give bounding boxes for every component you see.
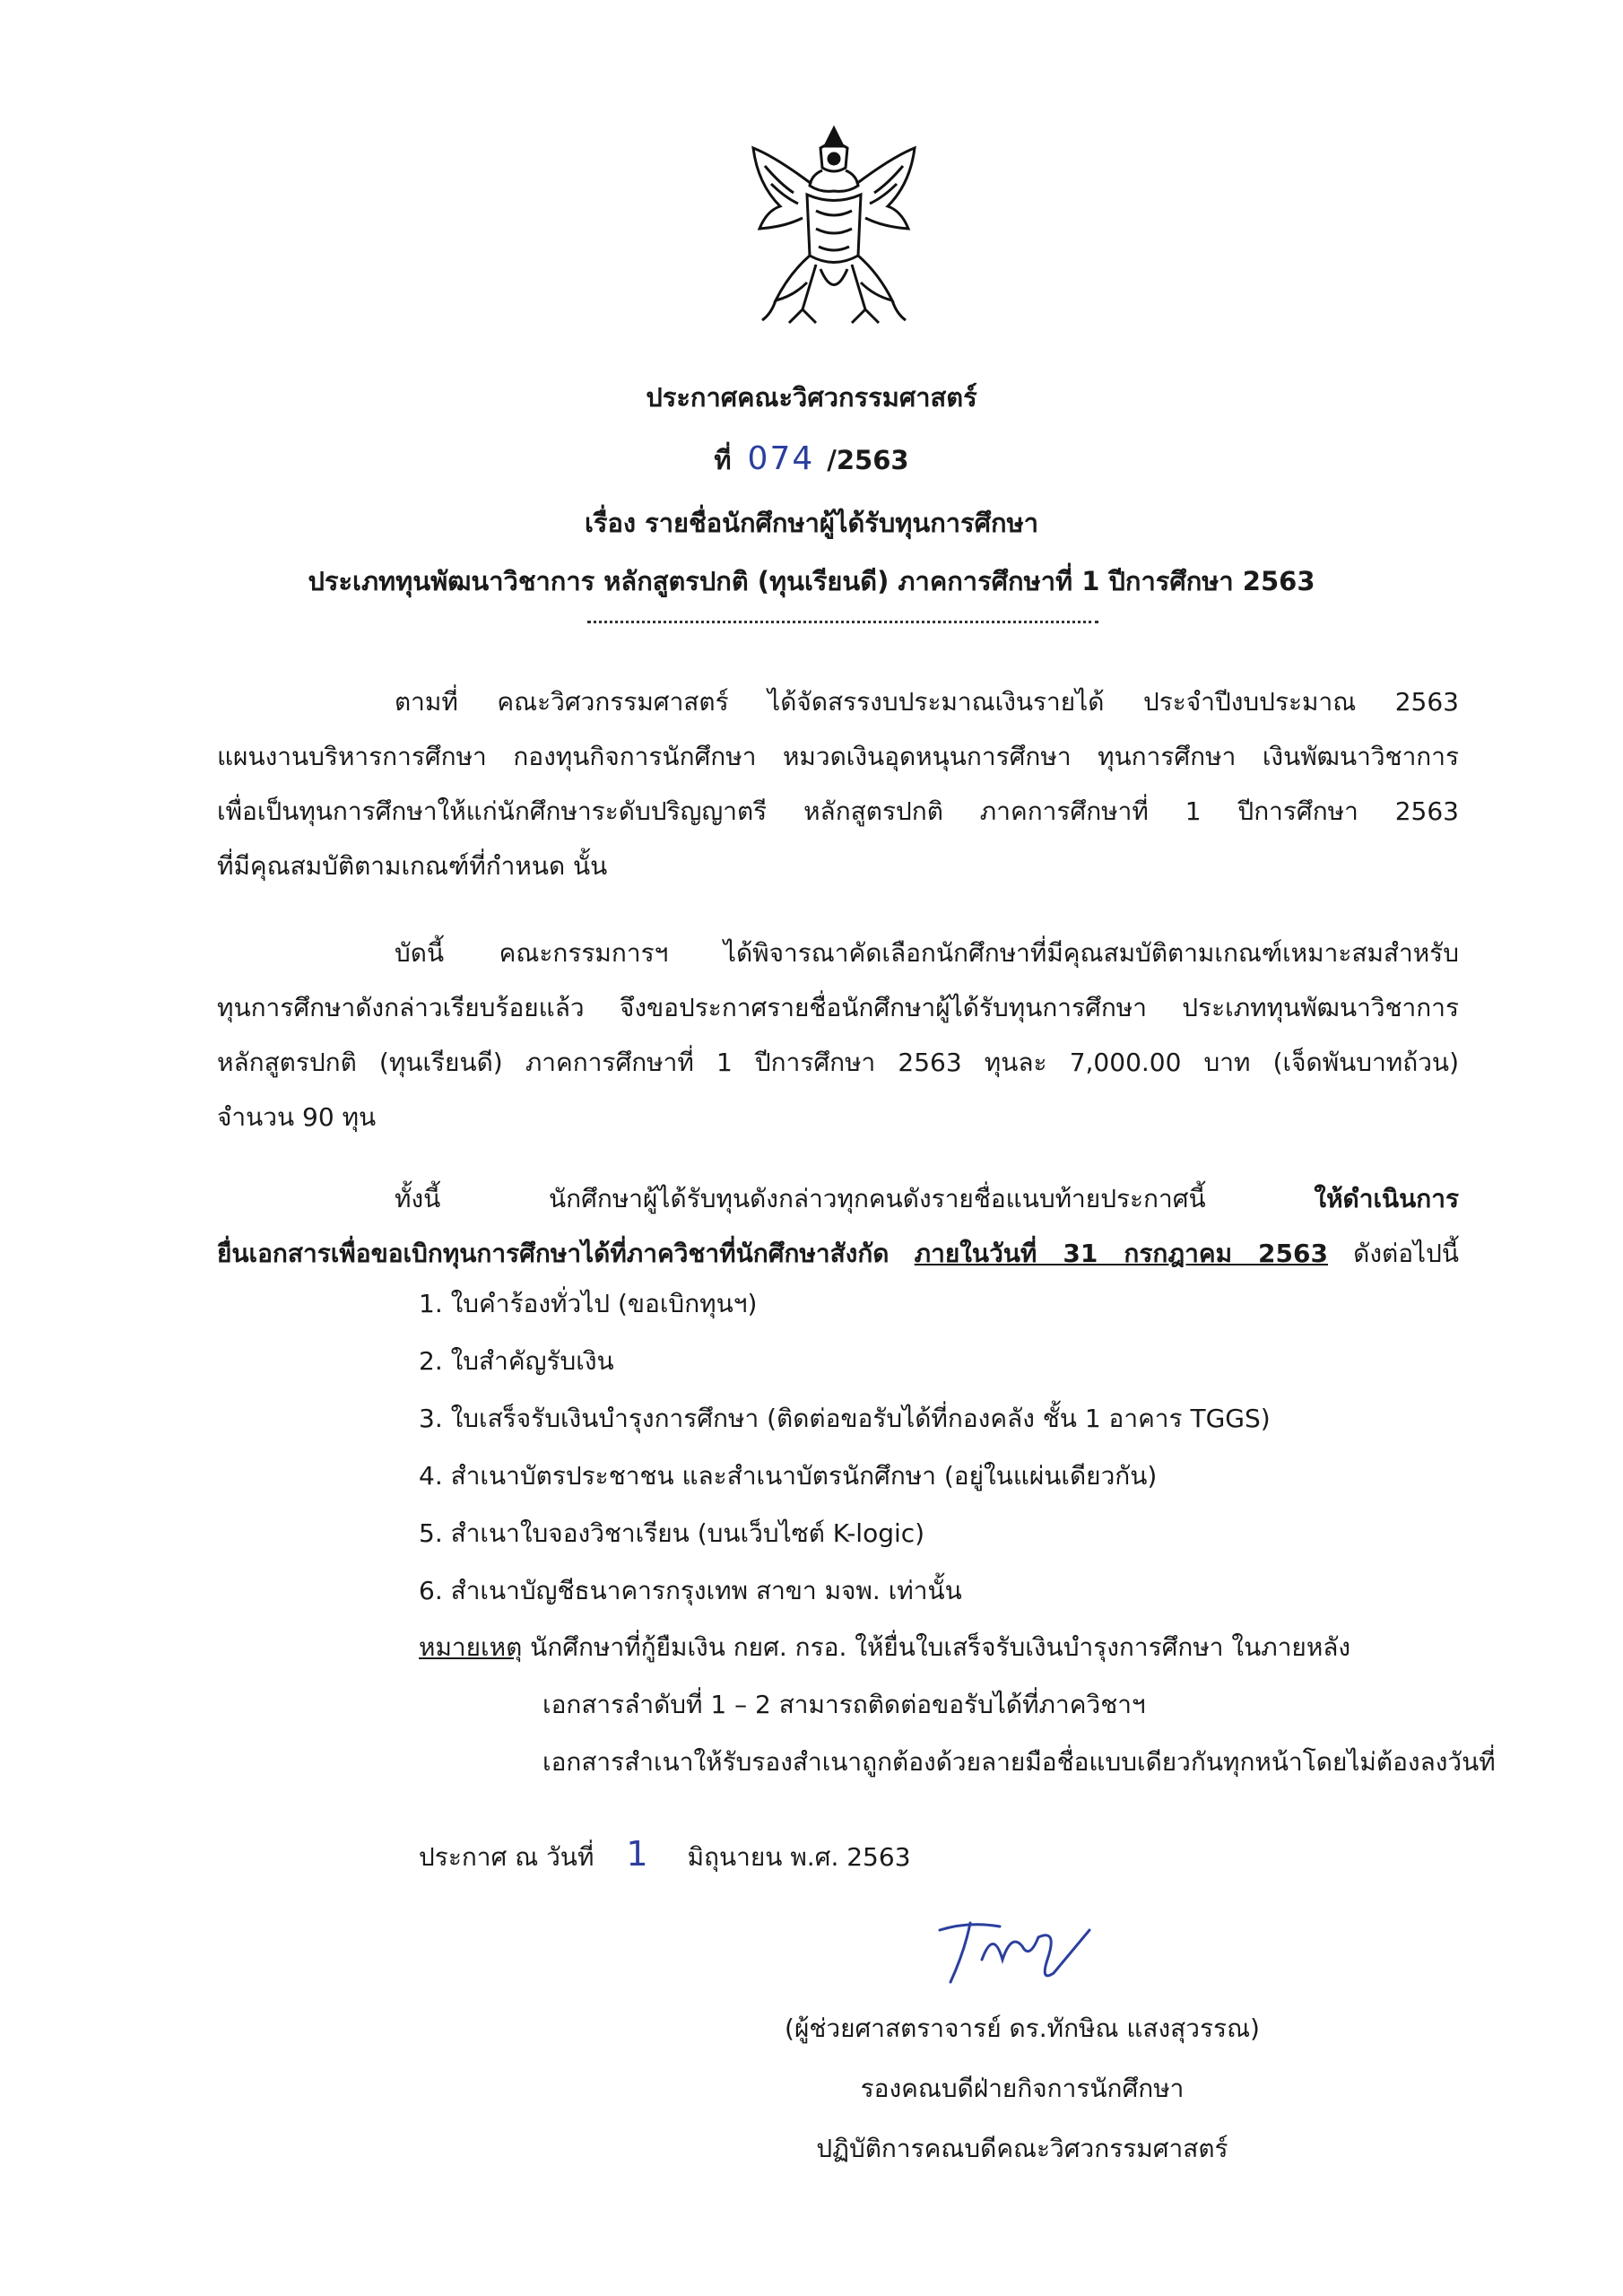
note-line-2: เอกสารลำดับที่ 1 – 2 สามารถติดต่อขอรับได้ที่ภาควิชาฯ (542, 1690, 1146, 1719)
garuda-emblem-icon (740, 121, 928, 341)
paragraph-2 (217, 926, 1459, 1144)
handwritten-number: 074 (747, 440, 815, 477)
paragraph-text: ทั้งนี้ นักศึกษาผู้ได้รับทุนดังกล่าวทุกคนดังรายชื่อแนบท้ายประกาศนี้ (395, 1184, 1206, 1213)
date-prefix: ประกาศ ณ วันที่ (419, 1842, 595, 1872)
document-item: 1. ใบคำร้องทั่วไป (ขอเบิกทุนฯ) (419, 1289, 758, 1318)
document-item: 6. สำเนาบัญชีธนาคารกรุงเทพ สาขา มจพ. เท่านั้น (419, 1576, 962, 1605)
announcement-title: ประกาศคณะวิศวกรรมศาสตร์ (646, 382, 977, 413)
handwritten-day: 1 (626, 1834, 648, 1874)
note-label: หมายเหตุ (419, 1632, 523, 1662)
document-item: 3. ใบเสร็จรับเงินบำรุงการศึกษา (ติดต่อขอรับได้ที่กองคลัง ชั้น 1 อาคาร TGGS) (419, 1404, 1271, 1433)
paragraph-line: ตามที่ คณะวิศวกรรมศาสตร์ ได้จัดสรรงบประมาณเงินรายได้ ประจำปีงบประมาณ 2563 (395, 687, 1459, 717)
number-prefix: ที่ (714, 445, 732, 475)
paragraph-bold-text: ให้ดำเนินการ (1314, 1184, 1460, 1213)
paragraph-bold-text: ยื่นเอกสารเพื่อขอเบิกทุนการศึกษาได้ที่ภาควิชาที่นักศึกษาสังกัด (217, 1239, 890, 1268)
paragraph-text: ดังต่อไปนี้ (1353, 1239, 1460, 1268)
deadline-text: ภายในวันที่ 31 กรกฎาคม 2563 (914, 1239, 1328, 1268)
note-line-1 (419, 1628, 1350, 1667)
paragraph-line: บัดนี้ คณะกรรมการฯ ได้พิจารณาคัดเลือกนักศึกษาที่มีคุณสมบัติตามเกณฑ์เหมาะสมสำหรับ (395, 938, 1459, 968)
number-suffix: /2563 (827, 445, 909, 475)
paragraph-1 (217, 674, 1459, 893)
announcement-date (419, 1834, 911, 1877)
paragraph-line: ทุนการศึกษาดังกล่าวเรียบร้อยแล้ว จึงขอประกาศรายชื่อนักศึกษาผู้ได้รับทุนการศึกษา ประเภททุนพัฒนาวิชาการ (217, 993, 1459, 1022)
note-line-3: เอกสารสำเนาให้รับรองสำเนาถูกต้องด้วยลายมือชื่อแบบเดียวกันทุกหน้าโดยไม่ต้องลงวันที่ (542, 1747, 1496, 1777)
signer-position-2: ปฏิบัติการคณบดีคณะวิศวกรรมศาสตร์ (816, 2134, 1228, 2163)
paragraph-line: ที่มีคุณสมบัติตามเกณฑ์ที่กำหนด นั้น (217, 851, 608, 881)
paragraph-line: เพื่อเป็นทุนการศึกษาให้แก่นักศึกษาระดับปริญญาตรี หลักสูตรปกติ ภาคการศึกษาที่ 1 ปีการศึกษา 2563 (217, 796, 1459, 826)
paragraph-3 (217, 1171, 1459, 1281)
announcement-subject-line2: ประเภททุนพัฒนาวิชาการ หลักสูตรปกติ (ทุนเรียนดี) ภาคการศึกษาที่ 1 ปีการศึกษา 2563 (308, 566, 1315, 596)
document-item: 2. ใบสำคัญรับเงิน (419, 1346, 614, 1376)
announcement-number (0, 439, 1623, 481)
dotted-divider (587, 621, 1098, 623)
paragraph-line: แผนงานบริหารการศึกษา กองทุนกิจการนักศึกษา หมวดเงินอุดหนุนการศึกษา ทุนการศึกษา เงินพัฒนาวิชาการ (217, 742, 1459, 771)
document-item: 4. สำเนาบัตรประชาชน และสำเนาบัตรนักศึกษา (อยู่ในแผ่นเดียวกัน) (419, 1461, 1158, 1491)
note-text: นักศึกษาที่กู้ยืมเงิน กยศ. กรอ. ให้ยื่นใบเสร็จรับเงินบำรุงการศึกษา ในภายหลัง (530, 1632, 1351, 1662)
announcement-subject: เรื่อง รายชื่อนักศึกษาผู้ได้รับทุนการศึกษา (585, 508, 1038, 538)
paragraph-line: จำนวน 90 ทุน (217, 1102, 377, 1132)
document-item: 5. สำเนาใบจองวิชาเรียน (บนเว็บไซต์ K-logic) (419, 1518, 925, 1548)
date-month-year: มิถุนายน พ.ศ. 2563 (687, 1842, 911, 1872)
paragraph-line: หลักสูตรปกติ (ทุนเรียนดี) ภาคการศึกษาที่ 1 ปีการศึกษา 2563 ทุนละ 7,000.00 บาท (เจ็ดพันบาทถ้วน) (217, 1048, 1459, 1077)
signer-name: (ผู้ช่วยศาสตราจารย์ ดร.ทักษิณ แสงสุวรรณ) (785, 2013, 1260, 2043)
signer-position-1: รองคณบดีฝ่ายกิจการนักศึกษา (860, 2074, 1185, 2103)
handwritten-signature (933, 1910, 1112, 1991)
